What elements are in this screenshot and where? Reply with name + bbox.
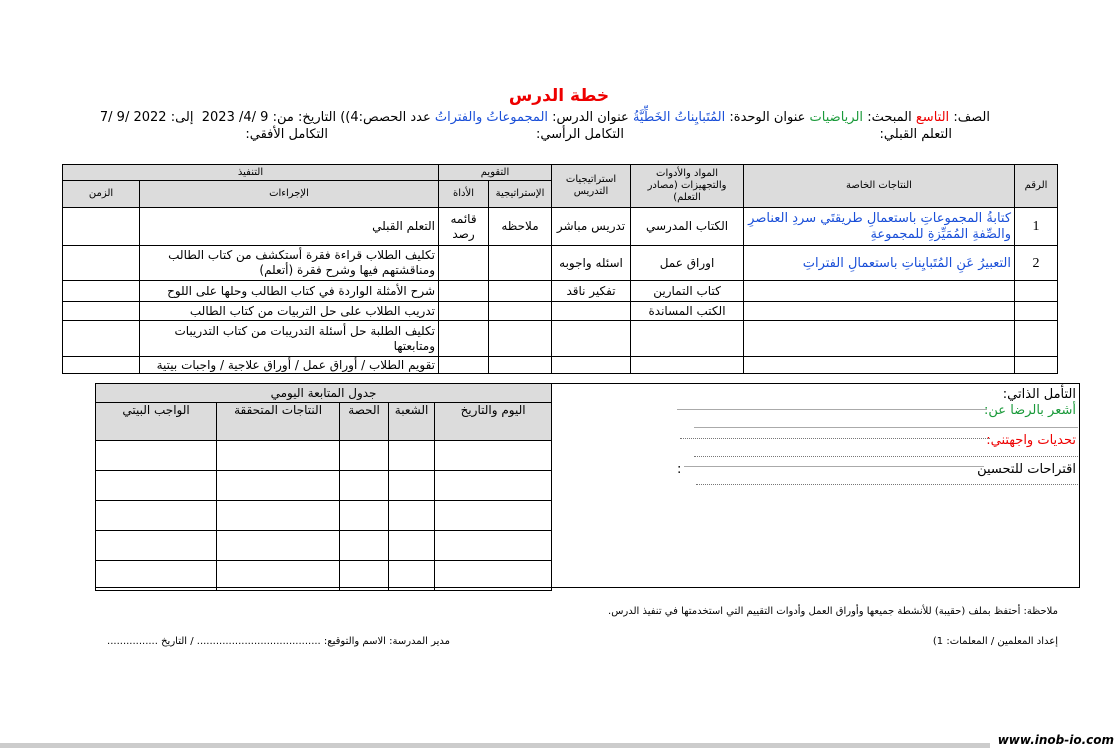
- table-row: [63, 321, 1058, 357]
- row-procedure: تكليف الطلبة حل أسئلة التدريبات من كتاب التدريبات ومتابعتها: [140, 321, 439, 357]
- follow-cell[interactable]: [340, 531, 389, 561]
- row-eval-tool: [439, 321, 489, 357]
- subject-label: المبحث:: [867, 110, 912, 125]
- header-outcomes: النتاجات الخاصة: [744, 165, 1015, 208]
- horizontal-integration: التكامل الأفقي:: [245, 127, 328, 142]
- follow-cell[interactable]: [340, 561, 389, 591]
- follow-header-outcomes: النتاجات المتحققة: [217, 403, 340, 441]
- row-teaching-strategy: تفكير ناقد: [552, 281, 631, 302]
- row-time: [63, 302, 140, 321]
- header-time: الزمن: [63, 181, 140, 208]
- row-outcome: [744, 321, 1015, 357]
- row-teaching-strategy: [552, 321, 631, 357]
- follow-cell[interactable]: [435, 561, 552, 591]
- follow-cell[interactable]: [389, 441, 435, 471]
- follow-cell[interactable]: [340, 471, 389, 501]
- suggestions-line[interactable]: [684, 466, 984, 467]
- reflection-title: التأمل الذاتي:: [1002, 387, 1076, 402]
- row-eval-strategy: [489, 281, 552, 302]
- follow-row: [96, 441, 552, 471]
- row-eval-strategy: [489, 302, 552, 321]
- header-materials: المواد والأدوات والتجهيزات (مصادر التعلم): [631, 165, 744, 208]
- follow-header-class: الحصة: [340, 403, 389, 441]
- row-eval-strategy: [489, 321, 552, 357]
- follow-row: [96, 561, 552, 591]
- header-execution: التنفيذ: [63, 165, 439, 181]
- row-teaching-strategy: اسئله واجوبه: [552, 246, 631, 281]
- vertical-integration: التكامل الرأسي:: [535, 127, 624, 142]
- table-row: [63, 302, 1058, 321]
- follow-header-section: الشعبة: [389, 403, 435, 441]
- row-procedure: التعلم القبلي: [140, 208, 439, 246]
- lesson-label: عنوان الدرس:: [552, 110, 629, 125]
- row-outcome: كتابةُ المجموعاتِ باستعمالِ طريقتَي سردِ العناصرِ والصِّفةِ المُمَيِّزةِ للمجموعةِ: [744, 208, 1015, 246]
- suggestions-line-2[interactable]: [696, 484, 1078, 485]
- row-outcome: التعبيرُ عَنِ المُتَبايِناتِ باستعمالِ الفتراتِ: [744, 246, 1015, 281]
- footer-note: ملاحظة: أحتفظ بملف (حقيبة) للأنشطة جميعها وأوراق العمل وأدوات التقييم التي استخدمتها في تنفيذ الدرس.: [608, 606, 1058, 617]
- header-eval-tool: الأداة: [439, 181, 489, 208]
- follow-cell[interactable]: [217, 471, 340, 501]
- grade-label: الصف:: [953, 110, 990, 125]
- row-material: [631, 321, 744, 357]
- row-eval-tool: [439, 281, 489, 302]
- follow-cell[interactable]: [435, 441, 552, 471]
- row-number: [1015, 357, 1058, 374]
- row-number: 2: [1015, 246, 1058, 281]
- page-title: خطة الدرس: [508, 86, 610, 106]
- row-eval-strategy: [489, 246, 552, 281]
- satisfied-line-2[interactable]: [694, 427, 1078, 428]
- row-time: [63, 246, 140, 281]
- satisfied-line[interactable]: [677, 409, 987, 410]
- row-material: كتاب التمارين: [631, 281, 744, 302]
- row-material: اوراق عمل: [631, 246, 744, 281]
- header-evaluation: التقويم: [439, 165, 552, 181]
- row-eval-tool: [439, 357, 489, 374]
- row-teaching-strategy: [552, 357, 631, 374]
- row-procedure: شرح الأمثلة الواردة في كتاب الطالب وحلها على اللوح: [140, 281, 439, 302]
- row-number: [1015, 321, 1058, 357]
- follow-cell[interactable]: [217, 561, 340, 591]
- follow-cell[interactable]: [96, 501, 217, 531]
- row-time: [63, 357, 140, 374]
- follow-cell[interactable]: [389, 561, 435, 591]
- row-time: [63, 321, 140, 357]
- header-eval-strategy: الإستراتيجية: [489, 181, 552, 208]
- row-outcome: [744, 281, 1015, 302]
- row-material: [631, 357, 744, 374]
- row-eval-tool: قائمه رصد: [439, 208, 489, 246]
- reflection-suggestions: اقتراحات للتحسين: [977, 462, 1076, 477]
- prior-learning: التعلم القبلي:: [879, 127, 952, 142]
- follow-header-date: اليوم والتاريخ: [435, 403, 552, 441]
- row-procedure: تدريب الطلاب على حل التربيات من كتاب الطالب: [140, 302, 439, 321]
- header-number: الرقم: [1015, 165, 1058, 208]
- row-eval-strategy: [489, 357, 552, 374]
- follow-cell[interactable]: [96, 471, 217, 501]
- unit-label: عنوان الوحدة:: [729, 110, 806, 125]
- header-procedures: الإجراءات: [140, 181, 439, 208]
- follow-cell[interactable]: [96, 441, 217, 471]
- row-teaching-strategy: تدريس مباشر: [552, 208, 631, 246]
- challenges-line[interactable]: [680, 438, 990, 439]
- date-from: التاريخ: من: 9 /4/ 2023: [201, 110, 337, 125]
- footer-prepared: إعداد المعلمين / المعلمات: 1): [932, 636, 1058, 647]
- grade-value: التاسع: [915, 110, 950, 125]
- follow-cell[interactable]: [217, 531, 340, 561]
- follow-cell[interactable]: [435, 531, 552, 561]
- reflection-satisfied: أشعر بالرضا عن:: [984, 403, 1076, 418]
- row-procedure: تقويم الطلاب / أوراق عمل / أوراق علاجية / واجبات بيتية: [140, 357, 439, 374]
- row-material: الكتاب المدرسي: [631, 208, 744, 246]
- table-row: [63, 246, 1058, 281]
- row-material: الكتب المساندة: [631, 302, 744, 321]
- footer-principal: مدير المدرسة: الاسم والتوقيع: ....................................... / التاريخ ................: [107, 636, 450, 647]
- follow-cell[interactable]: [96, 531, 217, 561]
- row-number: 1: [1015, 208, 1058, 246]
- follow-cell[interactable]: [96, 561, 217, 591]
- row-eval-strategy: ملاحظه: [489, 208, 552, 246]
- follow-cell[interactable]: [217, 501, 340, 531]
- periods: عدد الحصص:4)): [340, 110, 431, 125]
- row-number: [1015, 281, 1058, 302]
- follow-cell[interactable]: [435, 471, 552, 501]
- date-to: إلى: 2022 /9 /7: [99, 110, 194, 125]
- table-row: [63, 357, 1058, 374]
- info-line-1: [100, 110, 990, 125]
- follow-cell[interactable]: [389, 501, 435, 531]
- suggestions-colon: :: [677, 462, 682, 477]
- follow-cell[interactable]: [340, 501, 389, 531]
- follow-cell[interactable]: [340, 441, 389, 471]
- row-eval-tool: [439, 302, 489, 321]
- follow-row: [96, 531, 552, 561]
- table-row: [63, 281, 1058, 302]
- follow-row: [96, 501, 552, 531]
- row-time: [63, 281, 140, 302]
- row-teaching-strategy: [552, 302, 631, 321]
- row-outcome: [744, 357, 1015, 374]
- table-row: [63, 208, 1058, 246]
- unit-value: المُتَبايِناتُ الخَطِّيَّةُ: [632, 110, 726, 125]
- daily-follow-table: [95, 383, 552, 591]
- header-teaching: استراتيجيات التدريس: [552, 165, 631, 208]
- bottom-bar: [0, 743, 990, 748]
- follow-header-homework: الواجب البيتي: [96, 403, 217, 441]
- follow-cell[interactable]: [435, 501, 552, 531]
- follow-title: جدول المتابعة اليومي: [96, 384, 552, 403]
- row-eval-tool: [439, 246, 489, 281]
- challenges-line-2[interactable]: [694, 456, 1078, 457]
- row-outcome: [744, 302, 1015, 321]
- follow-row: [96, 471, 552, 501]
- row-number: [1015, 302, 1058, 321]
- reflection-challenges: تحديات واجهتني:: [986, 433, 1076, 448]
- lesson-value: المجموعاتُ والفتراتُ: [434, 110, 549, 125]
- follow-cell[interactable]: [217, 441, 340, 471]
- subject-value: الرياضيات: [809, 110, 864, 125]
- watermark: www.inob-io.com: [997, 733, 1114, 747]
- follow-cell[interactable]: [389, 471, 435, 501]
- follow-cell[interactable]: [389, 531, 435, 561]
- row-procedure: تكليف الطلاب قراءة فقرة أستكشف من كتاب الطالب ومناقشتهم فيها وشرح فقرة (أتعلم): [140, 246, 439, 281]
- row-time: [63, 208, 140, 246]
- lesson-plan-table: [62, 164, 1058, 374]
